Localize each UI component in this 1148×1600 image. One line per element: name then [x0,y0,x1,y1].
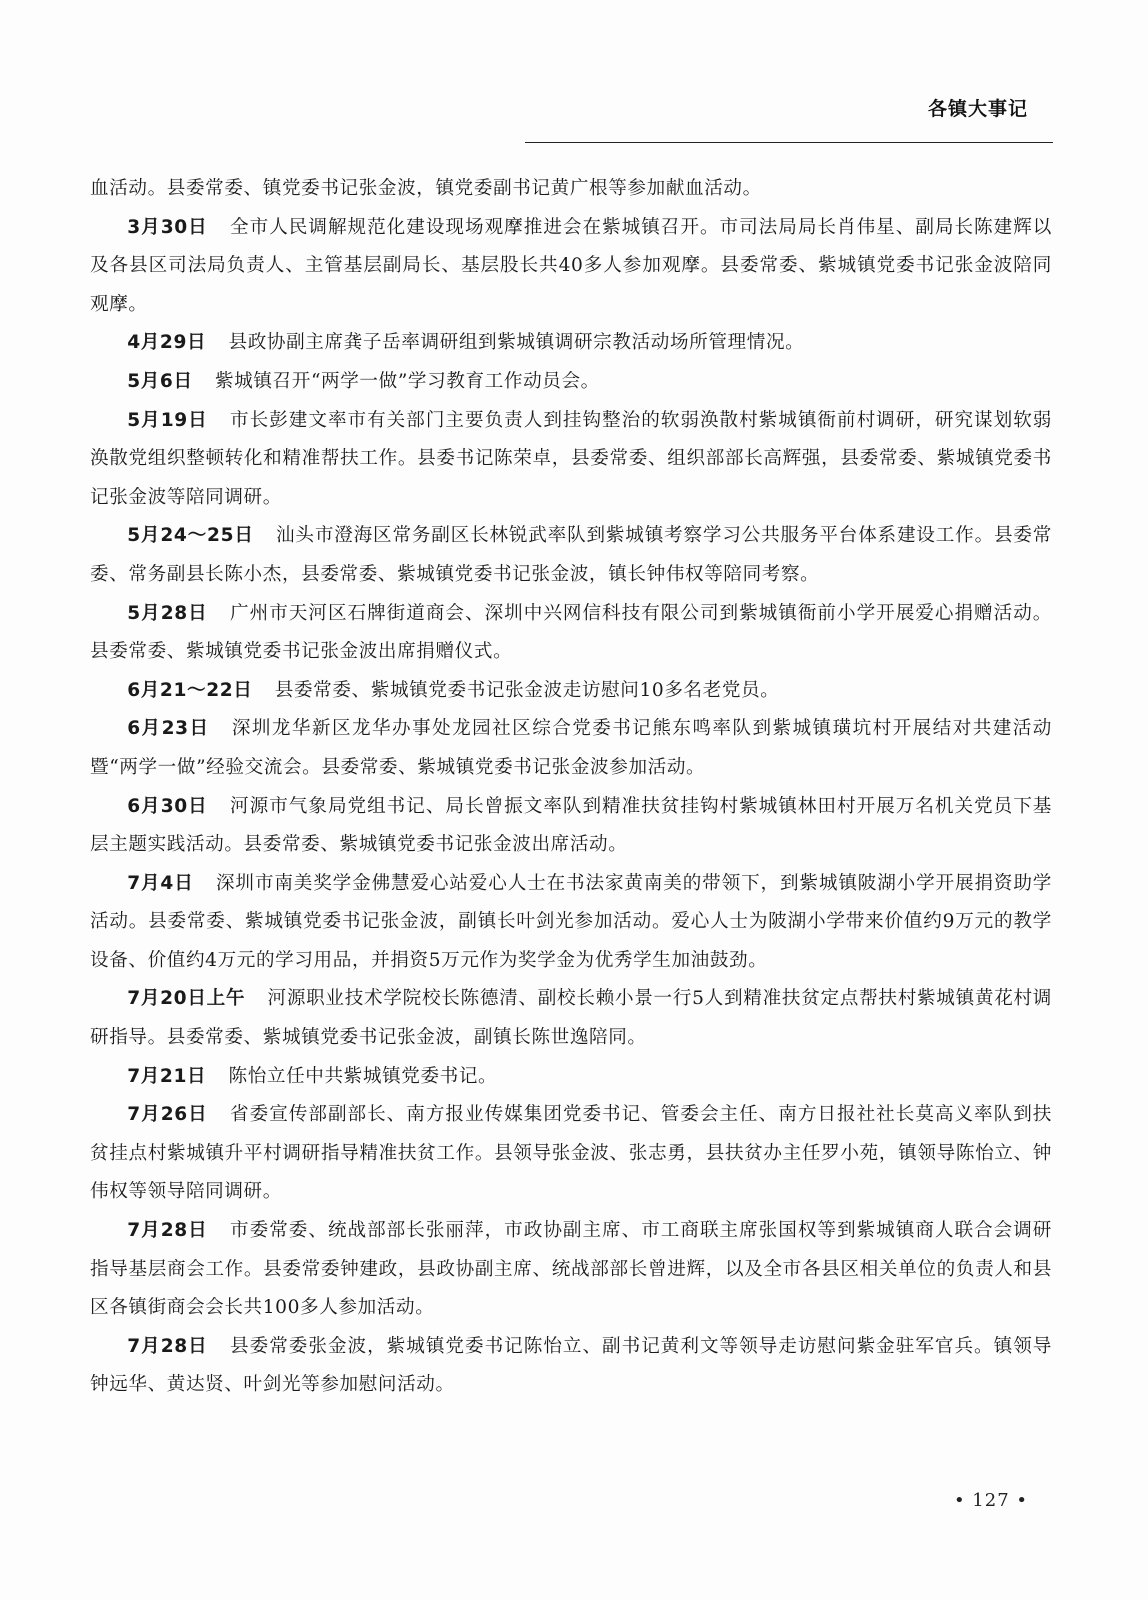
entry-date: 7月28日 [127,1220,208,1242]
running-header-title: 各镇大事记 [927,98,1028,120]
entry-paragraph [90,363,1052,402]
entry-text: 深圳市南美奖学金佛慧爱心站爱心人士在书法家黄南美的带领下，到紫城镇陂湖小学开展捐资助学活动。县委常委、紫城镇党委书记张金波，副镇长叶剑光参加活动。爱心人士为陂湖小学带来价值约9万元的教学设备、价值约4万元的学习用品，并捐资5万元作为奖学金为优秀学生加油鼓劲。 [90,872,1052,971]
entry-date: 4月29日 [127,332,207,354]
entry-text: 深圳龙华新区龙华办事处龙园社区综合党委书记熊东鸣率队到紫城镇璜坑村开展结对共建活动暨“两学一做”经验交流会。县委常委、紫城镇党委书记张金波参加活动。 [90,718,1052,778]
entry-text: 全市人民调解规范化建设现场观摩推进会在紫城镇召开。市司法局局长肖伟星、副局长陈建辉以及各县区司法局负责人、主管基层副局长、基层股长共40多人参加观摩。县委常委、紫城镇党委书记张金波陪同观摩。 [90,216,1052,315]
entry-paragraph [90,595,1052,672]
entry-paragraph [90,517,1052,594]
entry-text: 河源职业技术学院校长陈德清、副校长赖小景一行5人到精准扶贫定点帮扶村紫城镇黄花村调研指导。县委常委、紫城镇党委书记张金波，副镇长陈世逸陪同。 [90,988,1052,1049]
entry-date: 6月23日 [127,718,210,740]
entry-date: 7月20日上午 [127,988,246,1010]
header-rule [525,142,1053,143]
entry-paragraph [90,209,1052,325]
entry-paragraph [90,710,1052,787]
entry-paragraph [90,402,1052,518]
entry-date: 7月26日 [127,1104,208,1126]
entry-paragraph [90,1058,1052,1097]
entry-date: 7月4日 [127,872,194,894]
entry-text: 省委宣传部副部长、南方报业传媒集团党委书记、管委会主任、南方日报社社长莫高义率队到扶贫挂点村紫城镇升平村调研指导精准扶贫工作。县领导张金波、张志勇，县扶贫办主任罗小苑，镇领导陈怡立、钟伟权等领导陪同调研。 [90,1104,1052,1203]
entry-text: 市委常委、统战部部长张丽萍，市政协副主席、市工商联主席张国权等到紫城镇商人联合会调研指导基层商会工作。县委常委钟建政，县政协副主席、统战部部长曾进辉，以及全市各县区相关单位的负责人和县区各镇街商会会长共100多人参加活动。 [90,1220,1052,1319]
entry-text: 汕头市澄海区常务副区长林锐武率队到紫城镇考察学习公共服务平台体系建设工作。县委常委、常务副县长陈小杰，县委常委、紫城镇党委书记张金波，镇长钟伟权等陪同考察。 [90,525,1052,585]
entry-text: 县委常委、紫城镇党委书记张金波走访慰问10多名老党员。 [274,679,780,701]
entry-text: 县委常委张金波，紫城镇党委书记陈怡立、副书记黄利文等领导走访慰问紫金驻军官兵。镇领导钟远华、黄达贤、叶剑光等参加慰问活动。 [90,1335,1052,1396]
entry-text: 陈怡立任中共紫城镇党委书记。 [228,1065,498,1087]
entry-date: 7月21日 [127,1065,207,1087]
entry-date: 6月30日 [127,795,208,817]
body-text [90,170,1052,1405]
entry-paragraph [90,865,1052,981]
entry-text: 市长彭建文率市有关部门主要负责人到挂钩整治的软弱涣散村紫城镇衙前村调研，研究谋划软弱涣散党组织整顿转化和精准帮扶工作。县委书记陈荣卓，县委常委、组织部部长高辉强，县委常委、紫城镇党委书记张金波等陪同调研。 [90,409,1052,508]
entry-date: 5月19日 [127,409,208,431]
page-number: • 127 • [953,1490,1028,1511]
entry-paragraph [90,672,1052,711]
entry-text: 紫城镇召开“两学一做”学习教育工作动员会。 [214,370,600,392]
continuation-paragraph: 血活动。县委常委、镇党委书记张金波，镇党委副书记黄广根等参加献血活动。 [90,178,762,199]
entry-date: 5月28日 [127,602,208,624]
entry-date: 6月21～22日 [127,679,253,701]
entry-paragraph [90,1212,1052,1328]
entry-paragraph [90,788,1052,865]
entry-paragraph [90,1096,1052,1212]
entry-text: 河源市气象局党组书记、局长曾振文率队到精准扶贫挂钩村紫城镇林田村开展万名机关党员下基层主题实践活动。县委常委、紫城镇党委书记张金波出席活动。 [90,795,1052,856]
entry-date: 5月24～25日 [127,525,254,547]
entry-text: 广州市天河区石牌街道商会、深圳中兴网信科技有限公司到紫城镇衙前小学开展爱心捐赠活动。县委常委、紫城镇党委书记张金波出席捐赠仪式。 [90,602,1052,663]
entry-date: 5月6日 [127,370,193,392]
entry-date: 7月28日 [127,1335,208,1357]
entry-paragraph [90,1328,1052,1405]
entry-text: 县政协副主席龚子岳率调研组到紫城镇调研宗教活动场所管理情况。 [228,332,805,354]
entry-paragraph [90,980,1052,1057]
entry-paragraph [90,324,1052,363]
entry-date: 3月30日 [127,216,208,238]
